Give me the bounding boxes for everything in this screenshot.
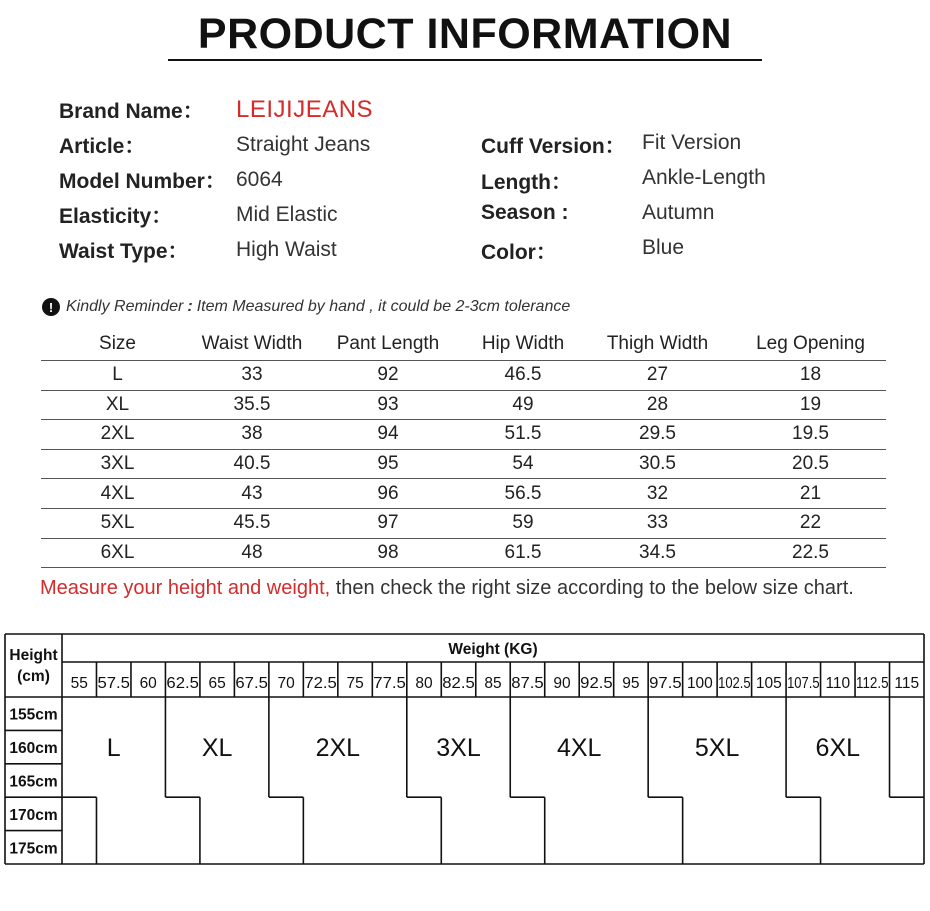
chart-weight-label: 110 [825, 675, 851, 692]
chart-weight-label: 102.5 [718, 675, 751, 692]
table-cell: 6XL [41, 538, 194, 568]
chart-weight-label: 82.5 [442, 675, 475, 692]
chart-weight-label: 115 [894, 675, 920, 692]
chart-weight-label: 97.5 [649, 675, 682, 692]
table-cell: 3XL [41, 449, 194, 479]
cuff-version-value: Fit Version [642, 131, 742, 154]
table-cell: 5XL [41, 508, 194, 538]
exclamation-icon: ! [42, 298, 60, 316]
chart-weight-label: 107.5 [787, 675, 820, 692]
article-value: Straight Jeans [236, 133, 371, 156]
chart-weight-label: 77.5 [373, 675, 406, 692]
measure-instruction-rest: then check the right size according to the below size chart. [330, 577, 854, 599]
table-cell: 19.5 [735, 420, 886, 450]
chart-weight-label: 85 [484, 675, 502, 692]
model-number-label: Model Number： [59, 170, 226, 193]
chart-weight-label: 65 [208, 675, 226, 692]
page-title: PRODUCT INFORMATION [197, 10, 733, 58]
chart-weight-label: 72.5 [304, 675, 337, 692]
table-cell: 94 [310, 420, 466, 450]
season-value: Autumn [642, 201, 715, 224]
chart-size-label: 2XL [315, 734, 361, 763]
table-header-hip-width: Hip Width [481, 333, 565, 354]
length-value: Ankle-Length [642, 166, 766, 189]
table-header-size: Size [99, 333, 136, 354]
table-cell: 49 [466, 390, 580, 420]
table-cell: 34.5 [580, 538, 735, 568]
elasticity-value: Mid Elastic [236, 203, 338, 226]
table-cell: 43 [194, 479, 310, 509]
table-cell: 30.5 [580, 449, 735, 479]
color-value: Blue [642, 236, 685, 259]
table-cell: L [41, 361, 194, 391]
table-cell: 38 [194, 420, 310, 450]
chart-height-header-unit: (cm) [17, 668, 50, 685]
chart-weight-label: 55 [70, 675, 88, 692]
chart-weight-label: 60 [139, 675, 157, 692]
table-cell: 46.5 [466, 361, 580, 391]
table-cell: 32 [580, 479, 735, 509]
table-cell: 54 [466, 449, 580, 479]
chart-weight-label: 70 [277, 675, 295, 692]
table-header-leg-opening: Leg Opening [756, 333, 865, 354]
table-cell: 35.5 [194, 390, 310, 420]
table-cell: 19 [735, 390, 886, 420]
table-header-waist-width: Waist Width [201, 333, 303, 354]
table-cell: 20.5 [735, 449, 886, 479]
table-cell: 51.5 [466, 420, 580, 450]
table-cell: 22 [735, 508, 886, 538]
chart-weight-label: 57.5 [97, 675, 130, 692]
waist-type-value: High Waist [236, 238, 337, 261]
chart-height-label: 165cm [9, 773, 58, 791]
length-label: Length： [481, 171, 572, 194]
table-cell: 4XL [41, 479, 194, 509]
table-cell: 95 [310, 449, 466, 479]
chart-size-label: 5XL [694, 734, 740, 763]
chart-height-label: 160cm [9, 740, 58, 758]
chart-height-header: Height [9, 647, 58, 664]
chart-size-label: 3XL [436, 734, 481, 763]
table-cell: 33 [194, 361, 310, 391]
color-label: Color： [481, 241, 557, 264]
chart-size-label: 6XL [815, 734, 861, 763]
brand-name-label: Brand Name： [59, 100, 204, 123]
table-cell: 98 [310, 538, 466, 568]
reminder-text: Item Measured by hand , it could be 2-3cm tolerance [196, 298, 571, 315]
table-cell: 29.5 [580, 420, 735, 450]
reminder-separator: : [187, 298, 193, 315]
table-cell: 2XL [41, 420, 194, 450]
chart-weight-label: 105 [755, 675, 782, 692]
table-cell: 92 [310, 361, 466, 391]
table-header-pant-length: Pant Length [336, 333, 440, 354]
table-cell: 59 [466, 508, 580, 538]
table-cell: 33 [580, 508, 735, 538]
model-number-value: 6064 [236, 168, 283, 191]
table-cell: 22.5 [735, 538, 886, 568]
chart-weight-header: Weight (KG) [448, 641, 538, 658]
cuff-version-label: Cuff Version： [481, 135, 626, 158]
chart-weight-label: 87.5 [511, 675, 544, 692]
chart-weight-label: 62.5 [166, 675, 199, 692]
chart-height-label: 175cm [9, 840, 58, 858]
brand-name-value: LEIJIJEANS [236, 96, 374, 123]
chart-height-label: 170cm [9, 806, 58, 824]
table-cell: 40.5 [194, 449, 310, 479]
reminder-label: Kindly Reminder [66, 298, 184, 315]
chart-size-label: L [106, 734, 121, 763]
chart-weight-label: 67.5 [235, 675, 268, 692]
measure-instruction-highlight: Measure your height and weight, [40, 577, 331, 599]
table-cell: 93 [310, 390, 466, 420]
table-cell: 45.5 [194, 508, 310, 538]
table-cell: 48 [194, 538, 310, 568]
table-cell: 28 [580, 390, 735, 420]
waist-type-label: Waist Type： [59, 240, 189, 263]
chart-weight-label: 100 [686, 675, 713, 692]
table-cell: 61.5 [466, 538, 580, 568]
chart-weight-label: 90 [553, 675, 571, 692]
chart-weight-label: 112.5 [856, 675, 889, 692]
chart-weight-label: 92.5 [580, 675, 613, 692]
elasticity-label: Elasticity： [59, 205, 173, 228]
chart-weight-label: 75 [346, 675, 364, 692]
article-label: Article： [59, 135, 146, 158]
table-cell: 21 [735, 479, 886, 509]
table-cell: 97 [310, 508, 466, 538]
table-cell: 56.5 [466, 479, 580, 509]
season-label: Season : [481, 201, 569, 224]
chart-weight-label: 80 [415, 675, 433, 692]
table-cell: 96 [310, 479, 466, 509]
table-cell: XL [41, 390, 194, 420]
chart-height-label: 155cm [9, 706, 58, 724]
chart-size-label: XL [201, 734, 233, 763]
chart-size-label: 4XL [556, 734, 602, 763]
table-cell: 27 [580, 361, 735, 391]
table-cell: 18 [735, 361, 886, 391]
chart-weight-label: 95 [622, 675, 640, 692]
table-header-thigh-width: Thigh Width [606, 333, 709, 354]
